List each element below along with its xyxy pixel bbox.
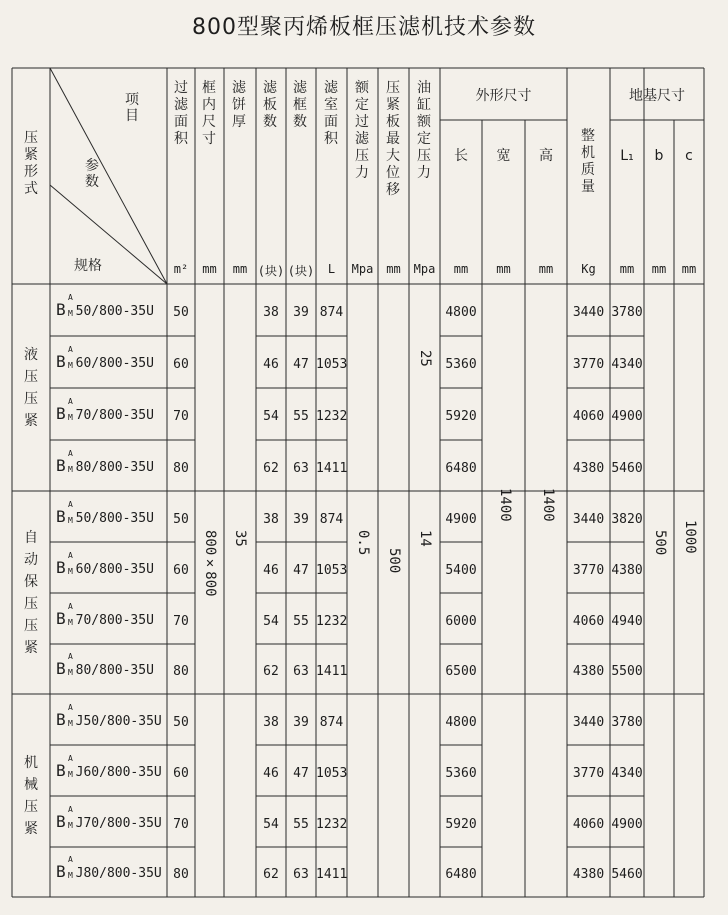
model-name: B A M J50/800-35U — [56, 702, 162, 729]
cell-area: 70 — [173, 816, 189, 832]
cell-L1: 4380 — [611, 562, 643, 578]
cell-mass: 4380 — [572, 460, 605, 476]
cell-length: 4800 — [445, 305, 477, 320]
cell-L1: 3820 — [611, 511, 643, 527]
cell-L1: 5500 — [611, 664, 643, 679]
model-name: B A M 80/800-35U — [56, 652, 154, 678]
group-name: 液压压紧 — [24, 346, 38, 429]
cell-area: 70 — [173, 613, 189, 629]
unit-label: L — [327, 262, 336, 276]
cell-area: 80 — [173, 460, 189, 476]
unit-label: Mpa — [413, 262, 436, 276]
cell-L1: 4900 — [611, 816, 643, 832]
cell-volume: 1232 — [316, 816, 348, 832]
cell-frames: 63 — [293, 460, 309, 476]
cell-frames: 47 — [293, 765, 309, 781]
cell-mass: 3440 — [572, 511, 605, 527]
cell-mass: 4060 — [572, 613, 605, 629]
model-name: B A M 50/800-35U — [56, 293, 154, 319]
cell-plates: 54 — [263, 613, 279, 629]
model-name: B A M J60/800-35U — [56, 753, 162, 780]
cell-length: 4800 — [445, 714, 477, 730]
merged-b: 500 — [652, 530, 668, 556]
cell-frames: 47 — [293, 357, 309, 372]
unit-label: mm — [202, 262, 217, 276]
header-area: 过滤面积 — [174, 80, 188, 147]
merged-stroke: 500 — [386, 548, 402, 574]
header-b: b — [654, 148, 664, 164]
header-frame-size: 框内尺寸 — [202, 80, 216, 147]
cell-frames: 39 — [293, 305, 309, 320]
cell-mass: 4060 — [572, 409, 605, 424]
cell-plates: 62 — [263, 460, 279, 476]
cell-length: 5360 — [445, 765, 477, 781]
cell-area: 50 — [173, 511, 189, 527]
cell-volume: 874 — [319, 714, 344, 730]
group-name: 自动保压压紧 — [24, 529, 38, 656]
cell-volume: 1411 — [316, 867, 348, 882]
cell-volume: 1411 — [316, 460, 348, 476]
unit-label: (块) — [287, 264, 315, 278]
cell-volume: 1053 — [316, 562, 348, 578]
unit-label: mm — [651, 262, 667, 276]
cell-length: 6480 — [445, 460, 477, 476]
header-frames: 滤框数 — [293, 80, 307, 130]
unit-label: (块) — [257, 264, 285, 278]
cell-area: 60 — [173, 357, 189, 372]
group-name: 机械压紧 — [24, 754, 38, 837]
cell-length: 5920 — [445, 816, 477, 832]
header-cake: 滤饼厚 — [232, 80, 246, 130]
cell-frames: 39 — [293, 511, 309, 527]
model-name: B A M 50/800-35U — [56, 499, 154, 526]
model-name: B A M 70/800-35U — [56, 601, 154, 628]
cell-plates: 46 — [263, 765, 279, 781]
cell-volume: 874 — [319, 305, 344, 320]
cell-L1: 5460 — [611, 867, 643, 882]
unit-label: mm — [232, 262, 248, 276]
merged-c: 1000 — [682, 520, 698, 554]
merged-frame-size: 800×800 — [202, 530, 218, 597]
cell-plates: 46 — [263, 357, 279, 372]
cell-area: 80 — [173, 664, 189, 679]
cell-plates: 46 — [263, 562, 279, 578]
model-name: B A M 70/800-35U — [56, 397, 154, 423]
header-param: 参数 — [85, 158, 99, 190]
cell-length: 4900 — [445, 511, 477, 527]
unit-label: mm — [681, 262, 697, 276]
cell-area: 60 — [173, 562, 189, 578]
header-L1: L₁ — [620, 148, 634, 164]
cell-mass: 3440 — [572, 305, 605, 320]
merged-height: 1400 — [540, 488, 556, 522]
cell-length: 5920 — [445, 409, 477, 424]
cell-area: 50 — [173, 305, 189, 320]
cell-plates: 38 — [263, 511, 279, 527]
cell-area: 60 — [173, 765, 189, 781]
cell-L1: 4340 — [611, 357, 643, 372]
cell-length: 5400 — [445, 562, 477, 578]
cell-area: 80 — [173, 867, 189, 882]
header-outer: 外形尺寸 — [475, 88, 532, 104]
cell-plates: 62 — [263, 867, 279, 882]
page-title: 800型聚丙烯板框压滤机技术参数 — [192, 15, 536, 40]
cell-frames: 63 — [293, 664, 309, 679]
cell-length: 6500 — [445, 664, 477, 679]
cell-volume: 1053 — [316, 765, 348, 781]
cell-mass: 3770 — [572, 357, 605, 372]
model-name: B A M 60/800-35U — [56, 345, 154, 371]
cell-plates: 54 — [263, 409, 279, 424]
cell-volume: 874 — [319, 511, 344, 527]
unit-label: mm — [496, 262, 511, 276]
cell-frames: 47 — [293, 562, 309, 578]
cell-mass: 4060 — [572, 816, 605, 832]
cell-frames: 55 — [293, 613, 309, 629]
header-c: c — [685, 148, 693, 164]
cell-L1: 4340 — [611, 765, 643, 781]
cell-mass: 3770 — [572, 765, 605, 781]
header-plates: 滤板数 — [263, 80, 277, 130]
cell-frames: 55 — [293, 816, 309, 832]
unit-label: mm — [619, 262, 635, 276]
cell-L1: 4940 — [611, 613, 643, 629]
cell-frames: 63 — [293, 867, 309, 882]
cell-L1: 5460 — [611, 460, 643, 476]
cell-mass: 3440 — [572, 714, 605, 730]
cell-length: 5360 — [445, 357, 477, 372]
cell-volume: 1053 — [316, 357, 348, 372]
unit-label: mm — [538, 262, 554, 276]
unit-label: mm — [386, 262, 401, 276]
header-volume: 滤室面积 — [324, 80, 338, 147]
cell-area: 50 — [173, 714, 189, 730]
unit-label: Mpa — [351, 262, 374, 276]
unit-label: m² — [173, 262, 189, 276]
model-name: B A M J80/800-35U — [56, 855, 162, 881]
cell-area: 70 — [173, 409, 189, 424]
cell-length: 6000 — [445, 613, 477, 629]
cell-frames: 39 — [293, 714, 309, 730]
merged-cake: 35 — [232, 530, 248, 547]
cell-L1: 4900 — [611, 409, 643, 424]
header-item: 项目 — [125, 92, 139, 124]
cell-L1: 3780 — [611, 305, 643, 320]
header-height: 高 — [539, 148, 553, 164]
header-base: 地基尺寸 — [629, 88, 685, 104]
header-length: 长 — [454, 148, 468, 164]
model-name: B A M 80/800-35U — [56, 448, 154, 475]
cell-mass: 3770 — [572, 562, 605, 578]
cell-volume: 1232 — [316, 613, 348, 629]
cell-plates: 38 — [263, 714, 279, 730]
cell-frames: 55 — [293, 409, 309, 424]
header-width: 宽 — [496, 148, 511, 164]
cell-mass: 4380 — [572, 867, 605, 882]
merged-cyl-hyd: 25 — [417, 350, 433, 367]
header-mass: 整机质量 — [581, 128, 595, 195]
cell-volume: 1232 — [316, 409, 348, 424]
model-name: B A M 60/800-35U — [56, 550, 154, 577]
cell-mass: 4380 — [572, 664, 605, 679]
merged-width: 1400 — [497, 488, 513, 522]
header-stroke: 压紧板最大位移 — [386, 80, 400, 198]
header-type: 压紧形式 — [24, 130, 38, 197]
cell-length: 6480 — [445, 867, 477, 882]
unit-label: Kg — [581, 262, 596, 276]
cell-plates: 38 — [263, 305, 279, 320]
merged-cyl-auto: 14 — [417, 530, 433, 547]
cell-plates: 54 — [263, 816, 279, 832]
header-pressure: 额定过滤压力 — [355, 80, 369, 181]
unit-label: mm — [453, 262, 469, 276]
header-spec: 规格 — [74, 258, 102, 274]
merged-pressure: 0.5 — [355, 530, 371, 556]
cell-L1: 3780 — [611, 714, 643, 730]
cell-volume: 1411 — [316, 664, 348, 679]
cell-plates: 62 — [263, 664, 279, 679]
header-cyl: 油缸额定压力 — [417, 80, 431, 181]
model-name: B A M J70/800-35U — [56, 804, 162, 831]
